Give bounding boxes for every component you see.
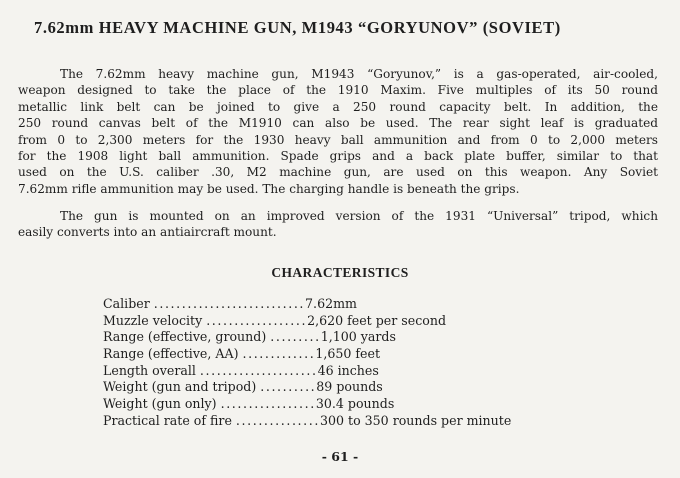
text-line: 250 round canvas belt of the M1910 can also be used. The rear sight leaf is graduated <box>18 116 658 131</box>
characteristic-value: 30.4 pounds <box>315 396 395 412</box>
paragraph-description <box>18 66 658 197</box>
leader-dots: .......... <box>260 379 317 395</box>
characteristic-label: Range (effective, AA) <box>103 346 239 362</box>
characteristic-label: Caliber <box>103 296 150 311</box>
characteristic-value: 2,620 feet per second <box>307 312 447 328</box>
characteristic-label: Weight (gun and tripod) <box>103 379 257 395</box>
characteristic-value: 1,100 yards <box>320 329 396 345</box>
characteristic-value: 7.62mm <box>305 296 357 311</box>
leader-dots: ............. <box>242 346 316 362</box>
leader-dots: .................. <box>206 312 308 328</box>
text-line: 7.62mm rifle ammunition may be used. The charging handle is beneath the grips. <box>18 181 520 196</box>
characteristic-row <box>103 363 623 380</box>
characteristic-value: 1,650 feet <box>315 346 381 362</box>
text-line: metallic link belt can be joined to give a 250 round capacity belt. In addition, the <box>18 99 658 114</box>
text-line: from 0 to 2,300 meters for the 1930 heavy ball ammunition and from 0 to 2,000 meters <box>18 132 658 147</box>
leader-dots: ............... <box>235 412 320 428</box>
text-line: The 7.62mm heavy machine gun, M1943 “Goryunov,” is a gas-operated, air-cooled, <box>60 67 658 81</box>
characteristic-value: 89 pounds <box>316 379 383 395</box>
text-line: used on the U.S. caliber .30, M2 machine gun, are used on this weapon. Any Soviet <box>18 165 658 180</box>
characteristic-label: Muzzle velocity <box>103 312 203 328</box>
characteristic-label: Weight (gun only) <box>103 396 217 412</box>
leader-dots: ................. <box>220 396 316 412</box>
characteristic-row <box>103 313 623 330</box>
leader-dots: ..................... <box>199 362 318 378</box>
characteristic-row <box>103 346 623 363</box>
characteristic-value: 300 to 350 rounds per minute <box>319 412 512 428</box>
characteristic-row <box>103 396 623 413</box>
page-number: - 61 - <box>321 449 359 464</box>
paragraph-mount <box>18 208 658 241</box>
text-line: for the 1908 light ball ammunition. Spade grips and a back plate buffer, similar to that <box>18 149 658 164</box>
characteristics-list <box>103 296 623 430</box>
leader-dots: ......... <box>270 329 321 345</box>
characteristic-label: Range (effective, ground) <box>103 329 267 345</box>
characteristics-heading: CHARACTERISTICS <box>271 265 409 280</box>
text-line: weapon designed to take the place of the 1910 Maxim. Five multiples of its 50 round <box>18 83 658 98</box>
characteristic-row <box>103 296 623 313</box>
characteristic-label: Length overall <box>103 362 196 378</box>
characteristic-value: 46 inches <box>317 362 379 378</box>
text-line: easily converts into an antiaircraft mount. <box>18 225 277 240</box>
characteristic-row <box>103 379 623 396</box>
text-line: The gun is mounted on an improved version of the 1931 “Universal” tripod, which <box>60 209 658 223</box>
page-title: 7.62mm HEAVY MACHINE GUN, M1943 “GORYUNOV” (SOVIET) <box>34 18 561 37</box>
characteristic-row <box>103 329 623 346</box>
leader-dots: ........................... <box>153 296 306 311</box>
characteristic-label: Practical rate of fire <box>103 412 232 428</box>
characteristic-row <box>103 413 623 430</box>
